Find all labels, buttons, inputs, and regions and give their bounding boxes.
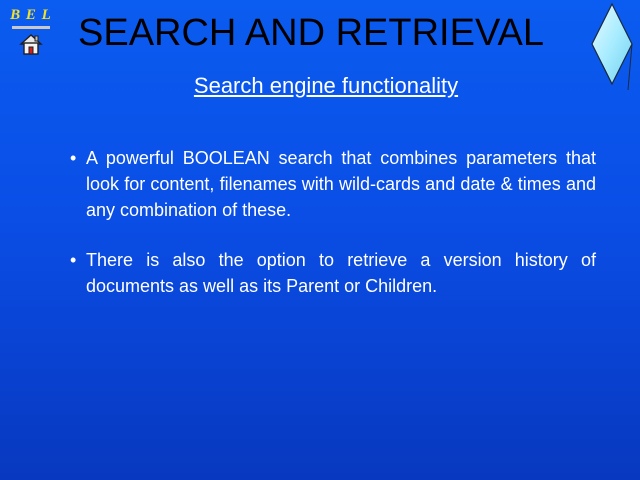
- slide-subtitle: Search engine functionality: [193, 73, 459, 98]
- bullet-item: [70, 145, 596, 223]
- bullet-text: A powerful BOOLEAN search that combines parameters that look for content, filenames with wild-cards and date & times and any combination of these.: [86, 148, 596, 220]
- bullet-marker: •: [70, 250, 77, 270]
- logo-divider: [12, 26, 50, 29]
- bullet-marker: •: [70, 148, 77, 168]
- slide-title: SEARCH AND RETRIEVAL: [78, 12, 544, 54]
- bullet-text: There is also the option to retrieve a version history of documents as well as its Parent or Children.: [86, 250, 596, 296]
- home-icon[interactable]: [19, 32, 43, 56]
- bullet-list: [70, 145, 596, 323]
- logo-text: B E L: [10, 7, 52, 23]
- bel-logo[interactable]: [8, 6, 54, 60]
- bullet-item: [70, 247, 596, 299]
